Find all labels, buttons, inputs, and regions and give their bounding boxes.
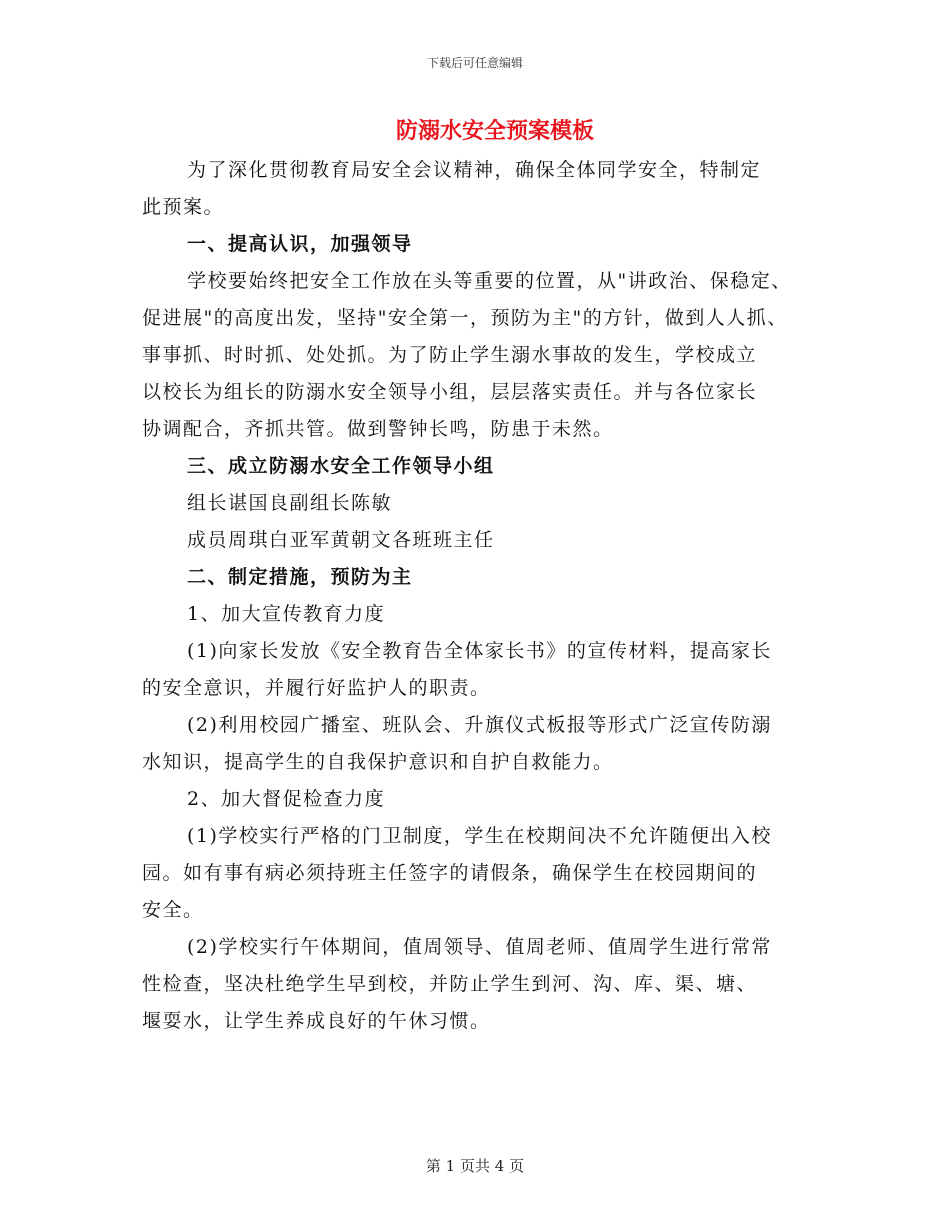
paragraph-line: 成员周琪白亚军黄朝文各班班主任: [187, 529, 495, 551]
paragraph-line: 此预案。: [142, 196, 225, 218]
document-body: [142, 152, 832, 1040]
paragraph-line: 事事抓、时时抓、处处抓。为了防止学生溺水事故的发生，学校成立: [142, 344, 758, 366]
section-heading: 一、提高认识，加强领导: [187, 233, 413, 255]
paragraph-line: 水知识，提高学生的自我保护意识和自护自救能力。: [142, 751, 614, 773]
paragraph-line: (1)向家长发放《安全教育告全体家长书》的宣传材料，提高家长: [187, 640, 772, 662]
paragraph-line: 的安全意识，并履行好监护人的职责。: [142, 677, 491, 699]
paragraph-line: 2、加大督促检查力度: [187, 788, 386, 810]
paragraph-line: 促进展"的高度出发，坚持"安全第一，预防为主"的方针，做到人人抓、: [142, 307, 788, 329]
page-footer: 第 1 页共 4 页: [425, 1157, 525, 1175]
header-note: 下载后可任意编辑: [426, 56, 523, 70]
paragraph-line: 性检查，坚决杜绝学生早到校，并防止学生到河、沟、库、渠、塘、: [142, 973, 758, 995]
paragraph-line: 以校长为组长的防溺水安全领导小组，层层落实责任。并与各位家长: [142, 381, 758, 403]
paragraph-line: 组长谌国良副组长陈敏: [187, 492, 393, 514]
paragraph-line: (2)学校实行午体期间，值周领导、值周老师、值周学生进行常常: [187, 936, 772, 958]
paragraph-line: 1、加大宣传教育力度: [187, 603, 386, 625]
paragraph-line: 园。如有事有病必须持班主任签字的请假条，确保学生在校园期间的: [142, 862, 758, 884]
paragraph-line: 堰耍水，让学生养成良好的午休习惯。: [142, 1010, 491, 1032]
document-title: 防溺水安全预案模板: [395, 118, 594, 144]
paragraph-line: 协调配合，齐抓共管。做到警钟长鸣，防患于未然。: [142, 418, 614, 440]
paragraph-line: (1)学校实行严格的门卫制度，学生在校期间决不允许随便出入校: [187, 825, 772, 847]
section-heading: 三、成立防溺水安全工作领导小组: [187, 455, 495, 477]
paragraph-line: (2)利用校园广播室、班队会、升旗仪式板报等形式广泛宣传防溺: [187, 714, 772, 736]
paragraph-line: 为了深化贯彻教育局安全会议精神，确保全体同学安全，特制定: [187, 159, 762, 181]
paragraph-line: 安全。: [142, 899, 204, 921]
paragraph-line: 学校要始终把安全工作放在头等重要的位置，从"讲政治、保稳定、: [187, 270, 792, 292]
section-heading: 二、制定措施，预防为主: [187, 566, 413, 588]
